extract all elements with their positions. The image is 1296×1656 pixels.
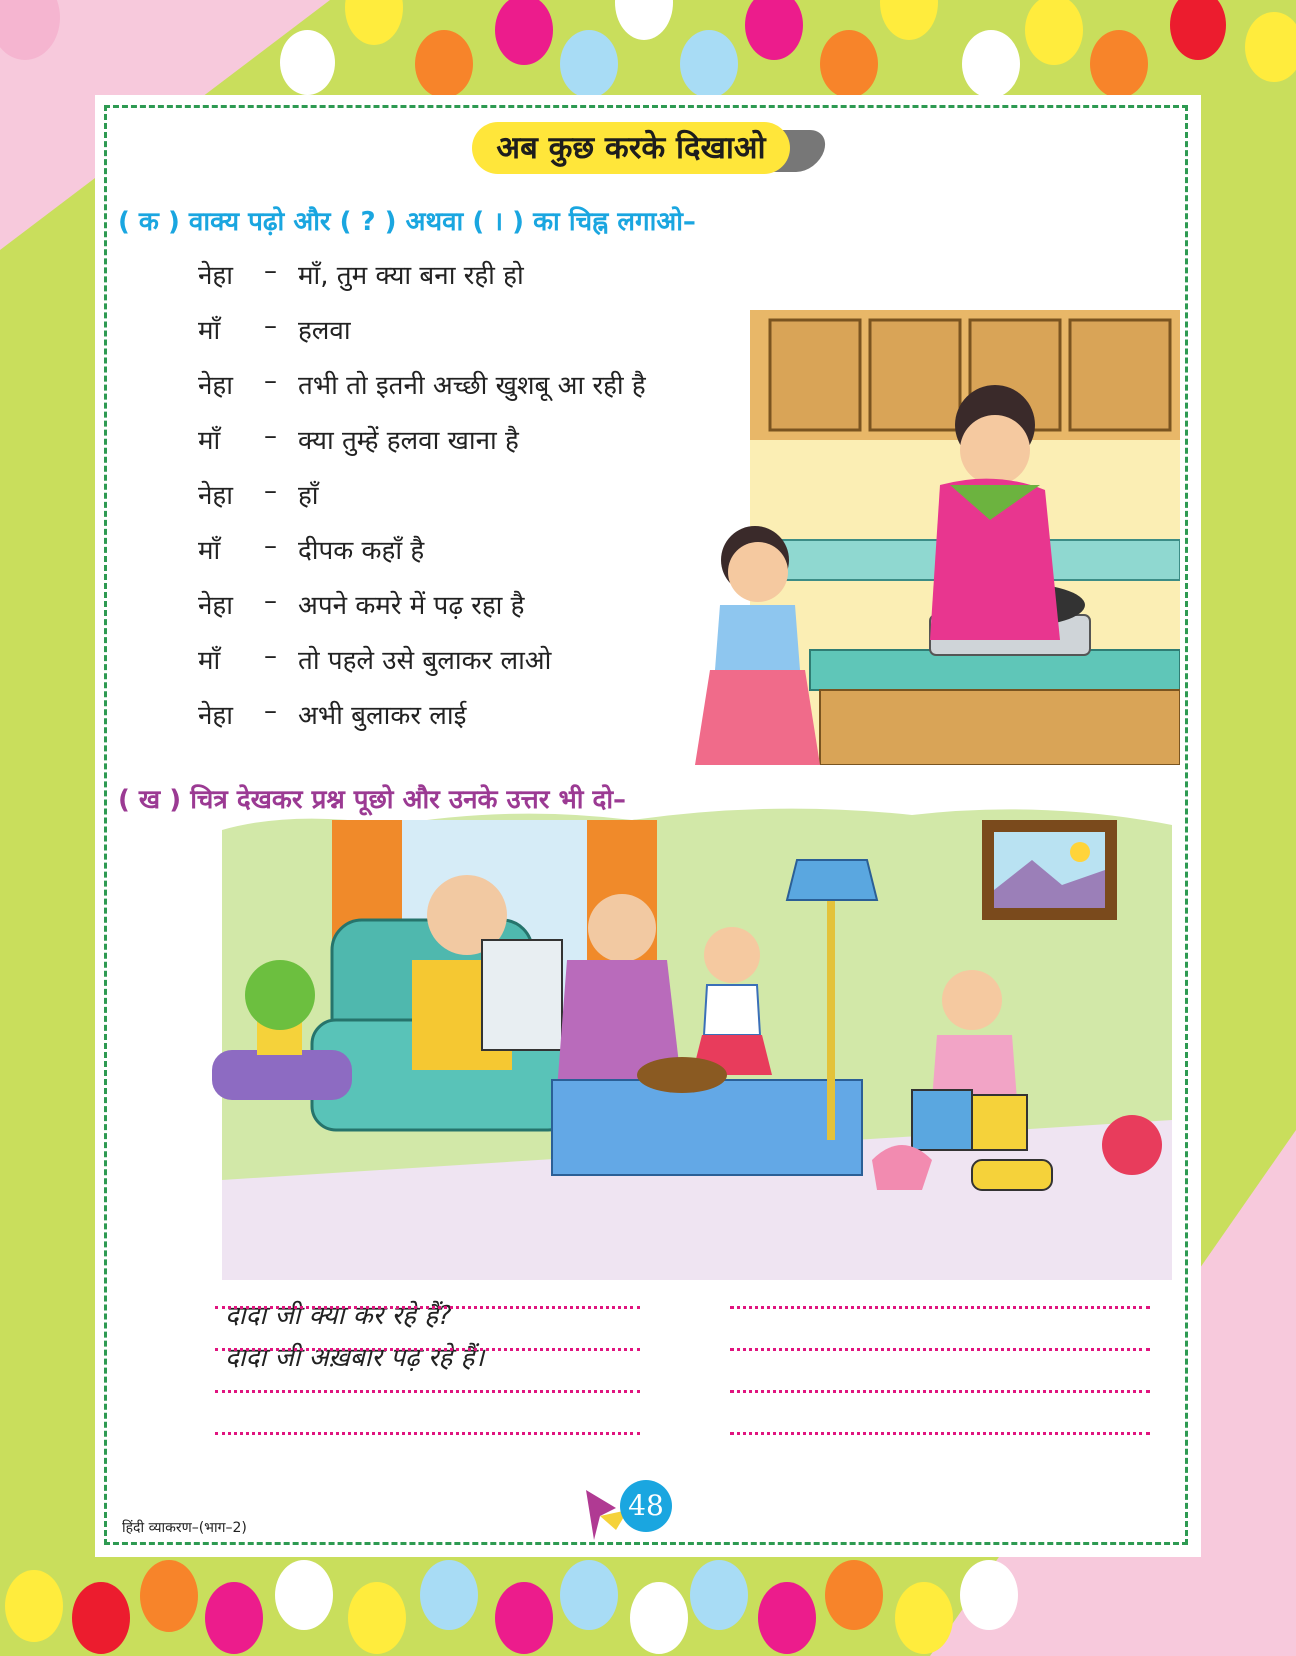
speaker: माँ bbox=[198, 316, 221, 346]
mother-cooking-illustration bbox=[640, 310, 1180, 765]
family-living-room-illustration bbox=[212, 800, 1182, 1280]
dot bbox=[962, 30, 1020, 98]
dot bbox=[560, 30, 618, 98]
dash: – bbox=[264, 696, 277, 726]
dash: – bbox=[264, 256, 277, 286]
dot bbox=[1090, 30, 1148, 98]
dialog-text: तभी तो इतनी अच्छी खुशबू आ रही है bbox=[298, 371, 646, 401]
section-a-heading: ( क ) वाक्य पढ़ो और ( ? ) अथवा ( । ) का चिह्न लगाओ– bbox=[118, 207, 696, 237]
dot bbox=[420, 1560, 478, 1630]
dot bbox=[495, 1582, 553, 1654]
dot bbox=[72, 1582, 130, 1654]
dash: – bbox=[264, 366, 277, 396]
speaker: माँ bbox=[198, 646, 221, 676]
dialog-text: अपने कमरे में पढ़ रहा है bbox=[298, 591, 525, 621]
speaker: माँ bbox=[198, 426, 221, 456]
example-question: दादा जी क्या कर रहे हैं? bbox=[225, 1301, 452, 1331]
speaker: नेहा bbox=[198, 591, 233, 621]
dot bbox=[140, 1560, 198, 1632]
answer-line[interactable] bbox=[215, 1432, 640, 1435]
dot bbox=[1245, 12, 1296, 82]
example-answer: दादा जी अख़बार पढ़ रहे हैं। bbox=[225, 1343, 485, 1373]
dialog-text: दीपक कहाँ है bbox=[298, 536, 425, 566]
dot bbox=[348, 1582, 406, 1654]
page-number: 48 bbox=[620, 1480, 672, 1532]
answer-line[interactable] bbox=[730, 1306, 1150, 1309]
page-title: अब कुछ करके दिखाओ bbox=[496, 130, 766, 166]
dot bbox=[820, 30, 878, 98]
speaker: नेहा bbox=[198, 481, 233, 511]
dialog-text: अभी बुलाकर लाई bbox=[298, 701, 467, 731]
dialog-text: माँ, तुम क्या बना रही हो bbox=[298, 261, 524, 291]
dash: – bbox=[264, 641, 277, 671]
dash: – bbox=[264, 421, 277, 451]
dot bbox=[825, 1560, 883, 1630]
dot bbox=[5, 1570, 63, 1642]
dot bbox=[690, 1560, 748, 1630]
dialog-text: हलवा bbox=[298, 316, 351, 346]
dot bbox=[275, 1560, 333, 1630]
answer-line[interactable] bbox=[730, 1390, 1150, 1393]
dash: – bbox=[264, 311, 277, 341]
dot bbox=[680, 30, 738, 98]
dot bbox=[895, 1582, 953, 1654]
dot bbox=[560, 1560, 618, 1630]
dot bbox=[415, 30, 473, 98]
book-name: हिंदी व्याकरण–(भाग–2) bbox=[122, 1520, 247, 1536]
speaker: नेहा bbox=[198, 371, 233, 401]
answer-line[interactable] bbox=[215, 1348, 640, 1351]
section-b-heading: ( ख ) चित्र देखकर प्रश्न पूछो और उनके उत्तर भी दो– bbox=[118, 785, 627, 815]
answer-line[interactable] bbox=[730, 1432, 1150, 1435]
dash: – bbox=[264, 586, 277, 616]
answer-line[interactable] bbox=[215, 1306, 640, 1309]
page-number-badge bbox=[580, 1478, 676, 1542]
dialog-text: हाँ bbox=[298, 481, 319, 511]
dot bbox=[280, 30, 335, 95]
speaker: नेहा bbox=[198, 701, 233, 731]
answer-line[interactable] bbox=[730, 1348, 1150, 1351]
dot bbox=[758, 1582, 816, 1654]
speaker: नेहा bbox=[198, 261, 233, 291]
dot bbox=[205, 1582, 263, 1654]
dash: – bbox=[264, 476, 277, 506]
dot bbox=[960, 1560, 1018, 1630]
speaker: माँ bbox=[198, 536, 221, 566]
answer-line[interactable] bbox=[215, 1390, 640, 1393]
dash: – bbox=[264, 531, 277, 561]
title-banner bbox=[472, 122, 824, 178]
dot bbox=[630, 1582, 688, 1654]
dialog-text: क्या तुम्हें हलवा खाना है bbox=[298, 426, 519, 456]
dialog-line bbox=[198, 256, 758, 296]
dialog-text: तो पहले उसे बुलाकर लाओ bbox=[298, 646, 552, 676]
